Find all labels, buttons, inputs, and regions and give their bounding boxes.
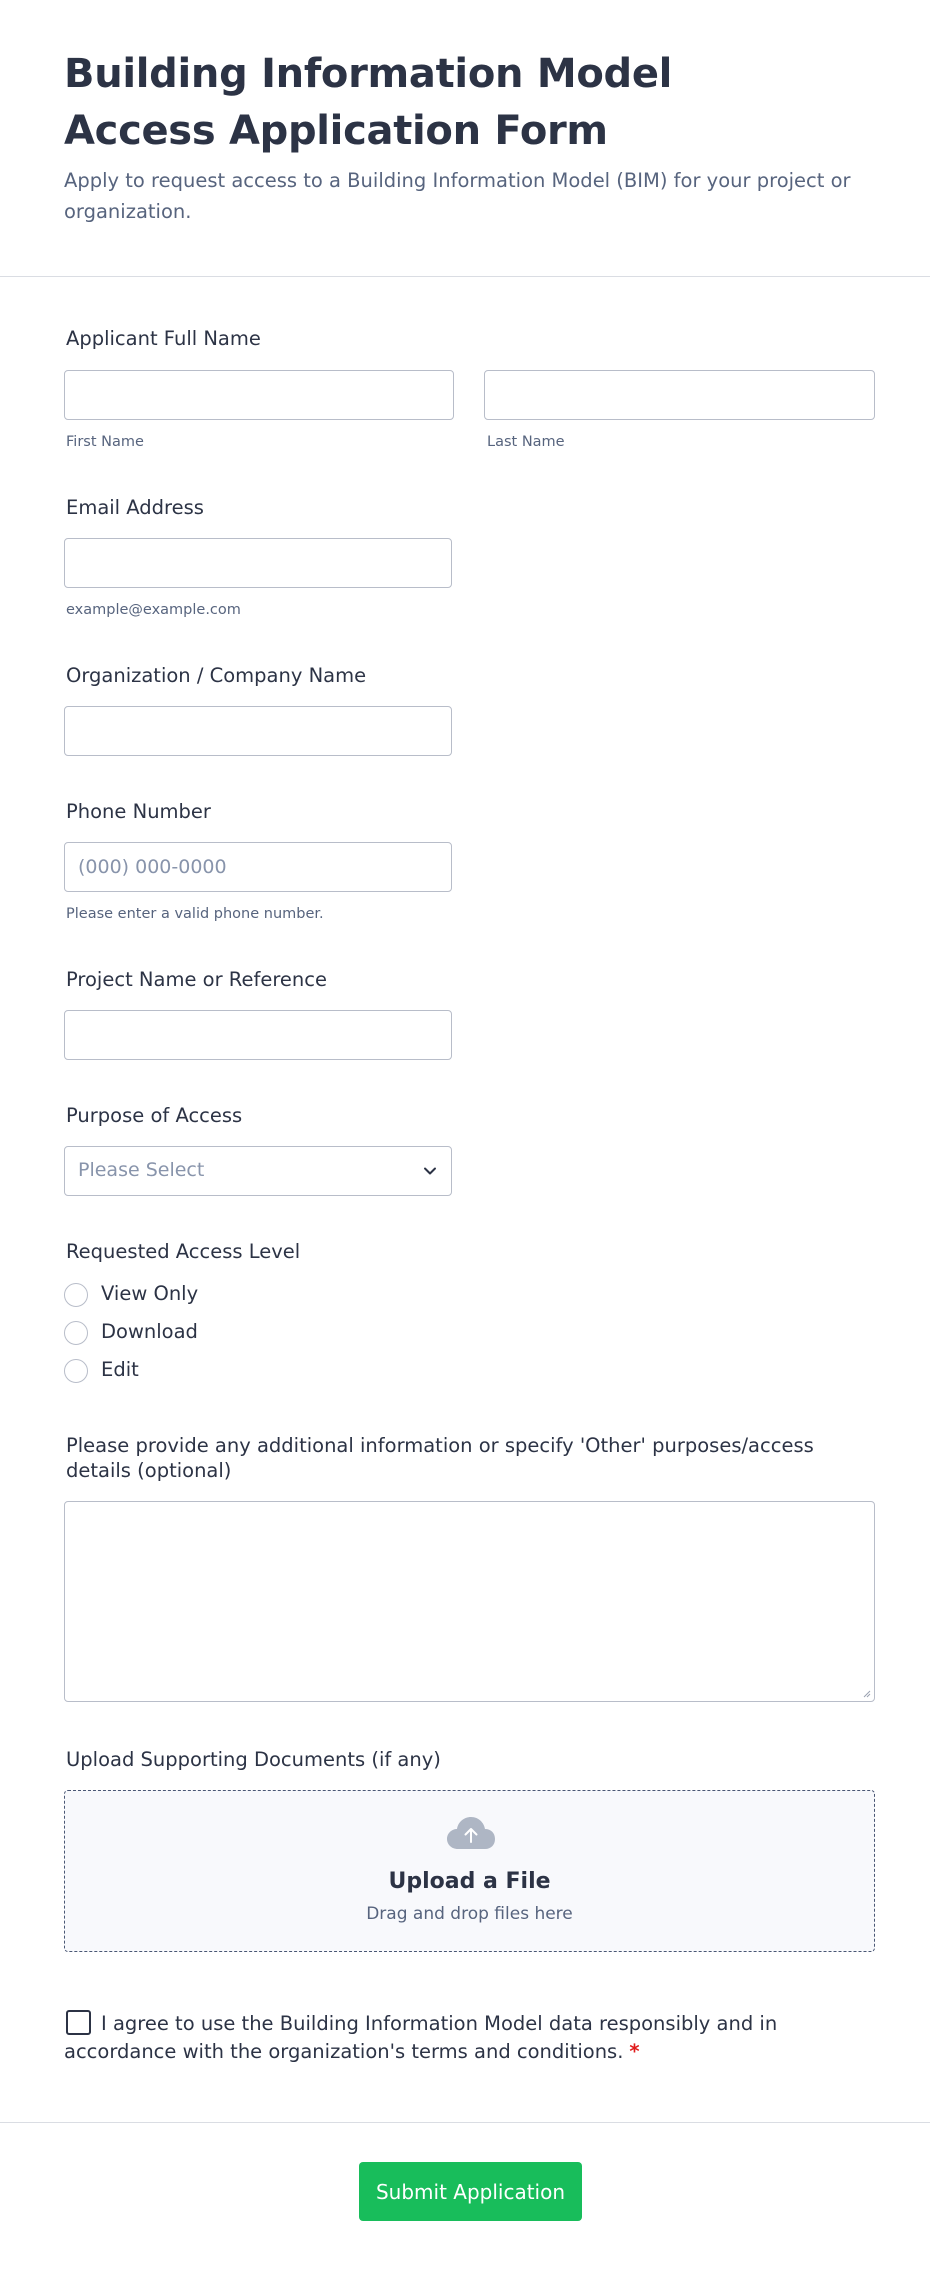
email-sublabel: example@example.com <box>66 602 241 618</box>
chevron-down-icon <box>423 1164 437 1178</box>
radio-button[interactable] <box>64 1283 88 1307</box>
organization-label: Organization / Company Name <box>66 664 367 687</box>
cloud-upload-icon <box>446 1815 496 1851</box>
first-name-input[interactable] <box>64 370 454 420</box>
radio-label: Edit <box>101 1358 139 1381</box>
page-title: Building Information Model Access Application Form <box>64 51 673 154</box>
terms-agreement <box>64 2010 864 2066</box>
purpose-select[interactable] <box>64 1146 452 1196</box>
radio-label: View Only <box>101 1282 199 1305</box>
full-name-label: Applicant Full Name <box>66 327 261 350</box>
file-upload-dropzone[interactable] <box>64 1790 875 1952</box>
purpose-selected-value: Please Select <box>78 1159 205 1181</box>
page-subtitle: Apply to request access to a Building Information Model (BIM) for your project or organization. <box>64 169 851 223</box>
additional-info-label: Please provide any additional information or specify 'Other' purposes/access details (optional) <box>66 1434 814 1482</box>
upload-subtitle: Drag and drop files here <box>366 1904 573 1924</box>
submit-button[interactable]: Submit Application <box>359 2162 582 2221</box>
last-name-sublabel: Last Name <box>487 434 565 450</box>
project-input[interactable] <box>64 1010 452 1060</box>
last-name-input[interactable] <box>484 370 875 420</box>
email-label: Email Address <box>66 496 204 519</box>
terms-text: I agree to use the Building Information Model data responsibly and in accordance with the organization's terms and conditions. <box>64 2012 778 2063</box>
additional-info-textarea[interactable] <box>64 1501 875 1702</box>
first-name-sublabel: First Name <box>66 434 144 450</box>
footer-divider <box>0 2122 930 2123</box>
radio-label: Download <box>101 1320 198 1343</box>
purpose-label: Purpose of Access <box>66 1104 243 1127</box>
form-header <box>0 0 930 277</box>
phone-input[interactable] <box>64 842 452 892</box>
organization-input[interactable] <box>64 706 452 756</box>
upload-label: Upload Supporting Documents (if any) <box>66 1748 441 1771</box>
project-label: Project Name or Reference <box>66 968 327 991</box>
resize-grip-icon[interactable] <box>861 1688 871 1698</box>
email-input[interactable] <box>64 538 452 588</box>
access-level-label: Requested Access Level <box>66 1240 301 1263</box>
radio-button[interactable] <box>64 1321 88 1345</box>
phone-label: Phone Number <box>66 800 211 823</box>
radio-button[interactable] <box>64 1359 88 1383</box>
required-asterisk: * <box>629 2040 640 2063</box>
upload-title: Upload a File <box>388 1869 551 1894</box>
terms-checkbox[interactable] <box>66 2010 91 2035</box>
phone-sublabel: Please enter a valid phone number. <box>66 906 324 922</box>
